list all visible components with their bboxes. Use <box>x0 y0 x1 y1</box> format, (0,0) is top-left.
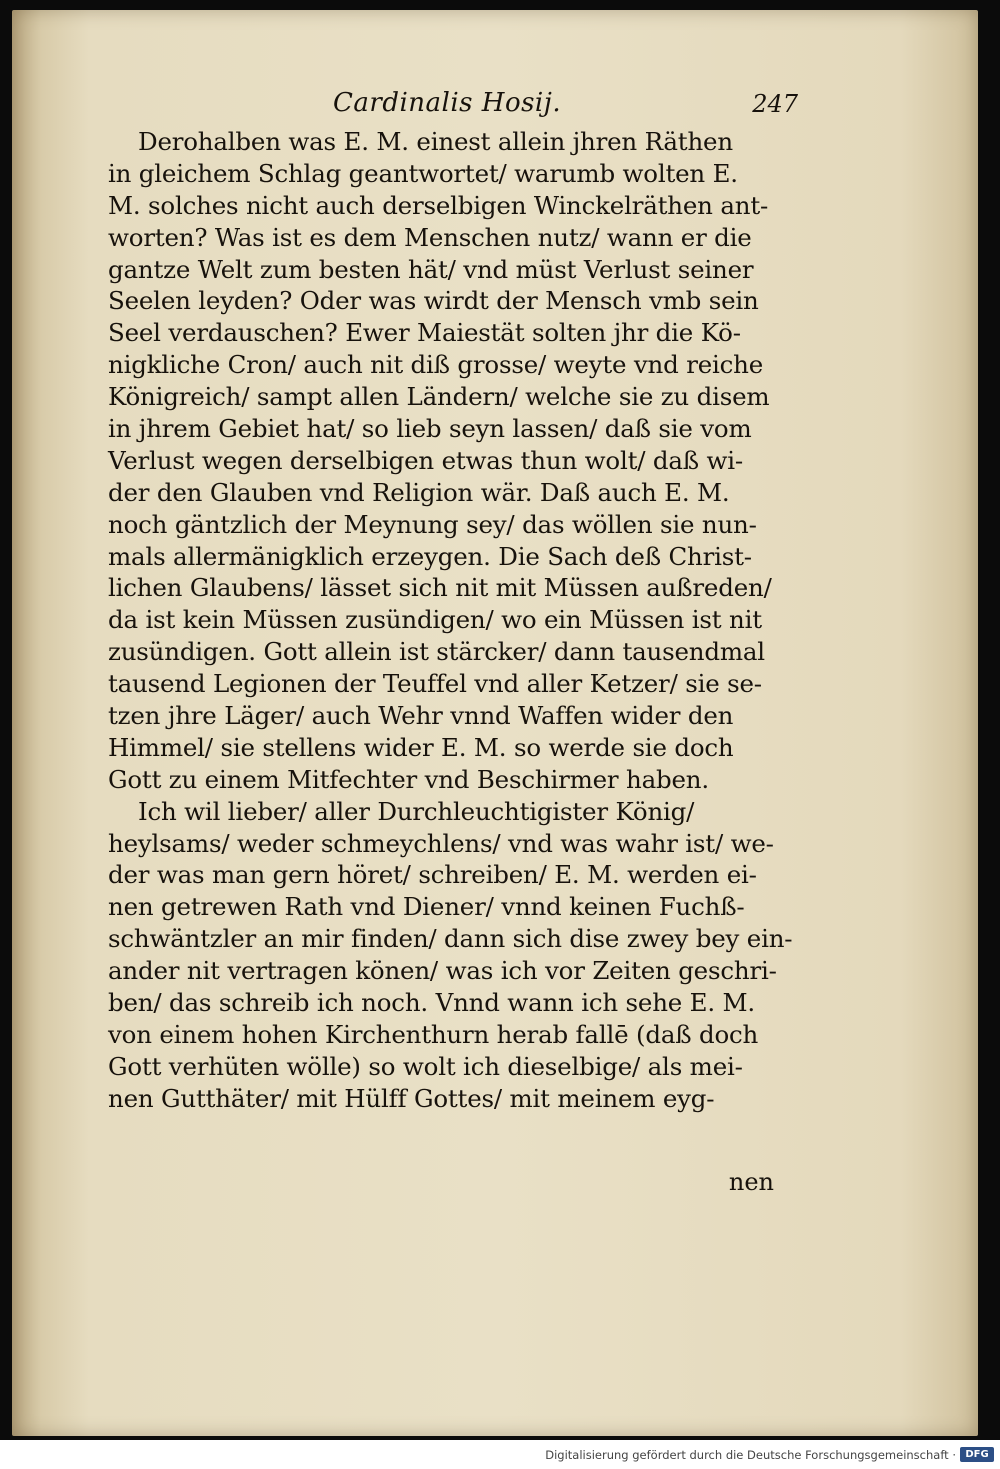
text-line: von einem hohen Kirchenthurn herab fallē (daß doch <box>108 1019 759 1049</box>
body-text <box>108 126 798 1115</box>
text-line: Derohalben was E. M. einest allein jhren Räthen <box>138 127 733 156</box>
text-line: schwäntzler an mir finden/ dann sich dise zwey bey ein- <box>108 924 793 954</box>
text-line: worten? Was ist es dem Menschen nutz/ wann er die <box>108 222 752 252</box>
text-line: Königreich/ sampt allen Ländern/ welche sie zu disem <box>108 382 770 412</box>
text-line: ander nit vertragen könen/ was ich vor Zeiten geschri- <box>108 956 777 986</box>
text-line: in jhrem Gebiet hat/ so lieb seyn lassen/ daß sie vom <box>108 414 752 444</box>
text-line: ben/ das schreib ich noch. Vnnd wann ich sehe E. M. <box>108 988 756 1018</box>
text-line: Himmel/ sie stellens wider E. M. so werde sie doch <box>108 732 734 762</box>
text-line: Gott verhüten wölle) so wolt ich dieselbige/ als mei- <box>108 1051 743 1081</box>
text-line: mals allermänigklich erzeygen. Die Sach deß Christ- <box>108 541 752 571</box>
text-line: der was man gern höret/ schreiben/ E. M. werden ei- <box>108 860 757 890</box>
text-line: in gleichem Schlag geantwortet/ warumb wolten E. <box>108 158 738 188</box>
running-title: Cardinalis Hosij. <box>333 88 562 118</box>
text-line: nigkliche Cron/ auch nit diß grosse/ weyte vnd reiche <box>108 350 764 380</box>
text-line: der den Glauben vnd Religion wär. Daß auch E. M. <box>108 477 730 507</box>
footer-bar <box>0 1440 1000 1469</box>
funding-credit: Digitalisierung gefördert durch die Deutsche Forschungsgemeinschaft · <box>545 1448 956 1462</box>
text-line: heylsams/ weder schmeychlens/ vnd was wahr ist/ we- <box>108 828 774 858</box>
page-header <box>108 84 798 120</box>
catchword: nen <box>728 1168 774 1196</box>
text-line: gantze Welt zum besten hät/ vnd müst Verlust seiner <box>108 254 754 284</box>
text-line: M. solches nicht auch derselbigen Winckelräthen ant- <box>108 190 769 220</box>
text-line: Ich wil lieber/ aller Durchleuchtigister König/ <box>138 796 695 826</box>
text-line: tausend Legionen der Teuffel vnd aller Ketzer/ sie se- <box>108 669 762 699</box>
text-line: nen Gutthäter/ mit Hülff Gottes/ mit meinem eyg- <box>108 1083 715 1113</box>
text-line: Gott zu einem Mitfechter vnd Beschirmer haben. <box>108 764 709 794</box>
book-page-scan <box>12 10 978 1436</box>
text-line: da ist kein Müssen zusündigen/ wo ein Müssen ist nit <box>108 605 762 635</box>
page-number: 247 <box>752 90 798 118</box>
dfg-logo: DFG <box>960 1447 994 1462</box>
text-line: noch gäntzlich der Meynung sey/ das wöllen sie nun- <box>108 509 757 539</box>
text-line: Verlust wegen derselbigen etwas thun wolt/ daß wi- <box>108 445 743 475</box>
text-line: zusündigen. Gott allein ist stärcker/ dann tausendmal <box>108 637 765 667</box>
text-line: nen getrewen Rath vnd Diener/ vnnd keinen Fuchß- <box>108 892 745 922</box>
text-line: Seel verdauschen? Ewer Maiestät solten jhr die Kö- <box>108 318 741 348</box>
text-line: tzen jhre Läger/ auch Wehr vnnd Waffen wider den <box>108 701 734 731</box>
text-line: Seelen leyden? Oder was wirdt der Mensch vmb sein <box>108 286 759 316</box>
text-line: lichen Glaubens/ lässet sich nit mit Müssen außreden/ <box>108 573 772 603</box>
